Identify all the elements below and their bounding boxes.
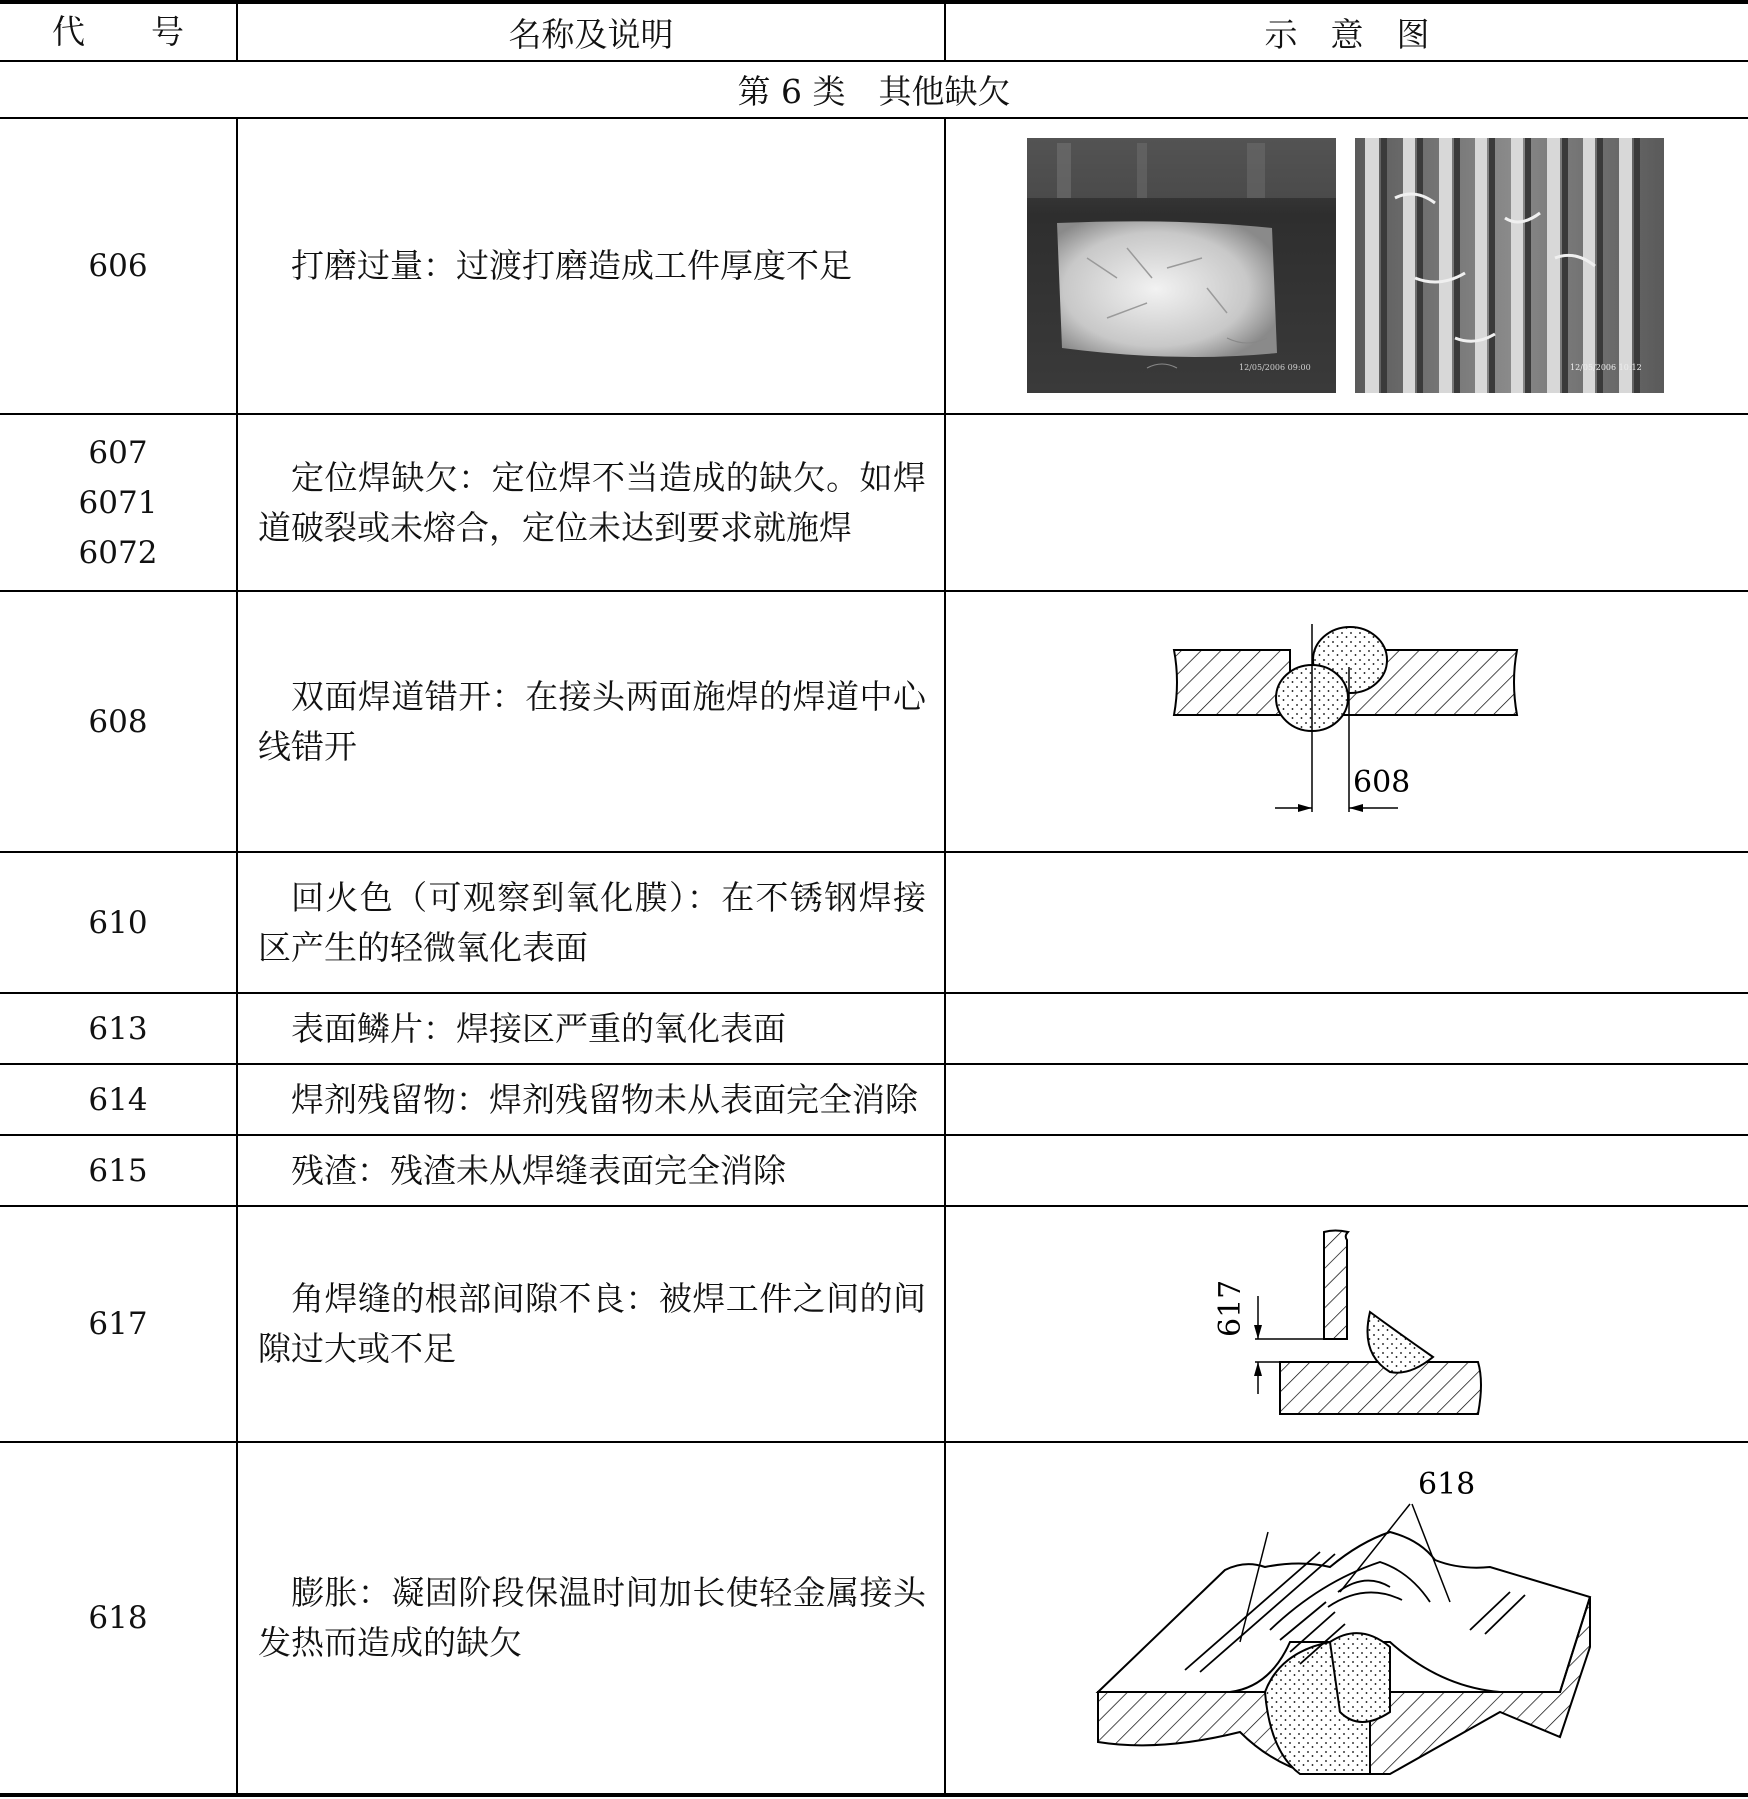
row-618-code [0, 1443, 236, 1793]
description-text: 定位焊缺欠：定位焊不当造成的缺欠。如焊道破裂或未熔合，定位未达到要求就施焊 [258, 457, 926, 547]
row-617-description [238, 1207, 944, 1441]
row-607-description [238, 415, 944, 590]
header-code: 代 号 [52, 12, 184, 51]
row-607-code [0, 415, 236, 590]
description-text: 残渣：残渣未从焊缝表面完全消除 [291, 1150, 786, 1190]
row-613-description [238, 994, 944, 1063]
photo-timestamp: 12/05/2006 10:12 [1570, 363, 1642, 372]
row-613-code [0, 994, 236, 1063]
code-value: 6071 [78, 484, 158, 521]
row-608-description [238, 592, 944, 851]
row-615-description [238, 1136, 944, 1205]
code-value: 613 [88, 1010, 148, 1047]
description-text: 膨胀：凝固阶段保温时间加长使轻金属接头发热而造成的缺欠 [258, 1573, 926, 1662]
expansion-diagram [1090, 1452, 1610, 1787]
row-617-code [0, 1207, 236, 1441]
code-value: 610 [88, 904, 148, 941]
code-value: 614 [88, 1081, 148, 1118]
grinding-photo-2 [1355, 138, 1664, 393]
header-figure: 示 意 图 [1264, 14, 1430, 54]
row-606-description [238, 119, 944, 413]
table-bottom-rule [0, 1793, 1748, 1797]
description-text: 回火色（可观察到氧化膜）：在不锈钢焊接区产生的轻微氧化表面 [258, 877, 926, 967]
description-text: 表面鳞片：焊接区严重的氧化表面 [291, 1008, 786, 1048]
row-615-code [0, 1136, 236, 1205]
row-610-description [238, 853, 944, 992]
description-text: 打磨过量：过渡打磨造成工件厚度不足 [291, 246, 852, 285]
code-value: 608 [88, 703, 148, 740]
code-value: 607 [88, 434, 148, 471]
section-title: 第 6 类 其他缺欠 [737, 72, 1011, 111]
row-608-code [0, 592, 236, 851]
column-divider [944, 117, 946, 1795]
code-value: 6072 [78, 534, 158, 571]
header-description: 名称及说明 [508, 14, 674, 54]
code-value: 618 [88, 1600, 148, 1636]
row-614-description [238, 1065, 944, 1134]
misaligned-weld-diagram [1160, 612, 1540, 827]
grinding-photo-1 [1027, 138, 1336, 393]
row-606-code [0, 119, 236, 413]
fillet-gap-diagram [1210, 1224, 1510, 1424]
code-value: 617 [88, 1306, 148, 1342]
code-value: 615 [88, 1152, 148, 1189]
diagram-label: 618 [1418, 1467, 1476, 1502]
code-value: 606 [88, 248, 148, 284]
description-text: 角焊缝的根部间隙不良：被焊工件之间的间隙过大或不足 [258, 1279, 926, 1368]
row-610-code [0, 853, 236, 992]
diagram-label: 617 [1213, 1279, 1248, 1337]
description-text: 双面焊道错开：在接头两面施焊的焊道中心线错开 [258, 676, 926, 766]
photo-timestamp: 12/05/2006 09:00 [1239, 363, 1311, 372]
row-614-code [0, 1065, 236, 1134]
diagram-label: 608 [1353, 765, 1411, 800]
description-text: 焊剂残留物：焊剂残留物未从表面完全消除 [291, 1079, 918, 1119]
row-618-description [238, 1443, 944, 1793]
